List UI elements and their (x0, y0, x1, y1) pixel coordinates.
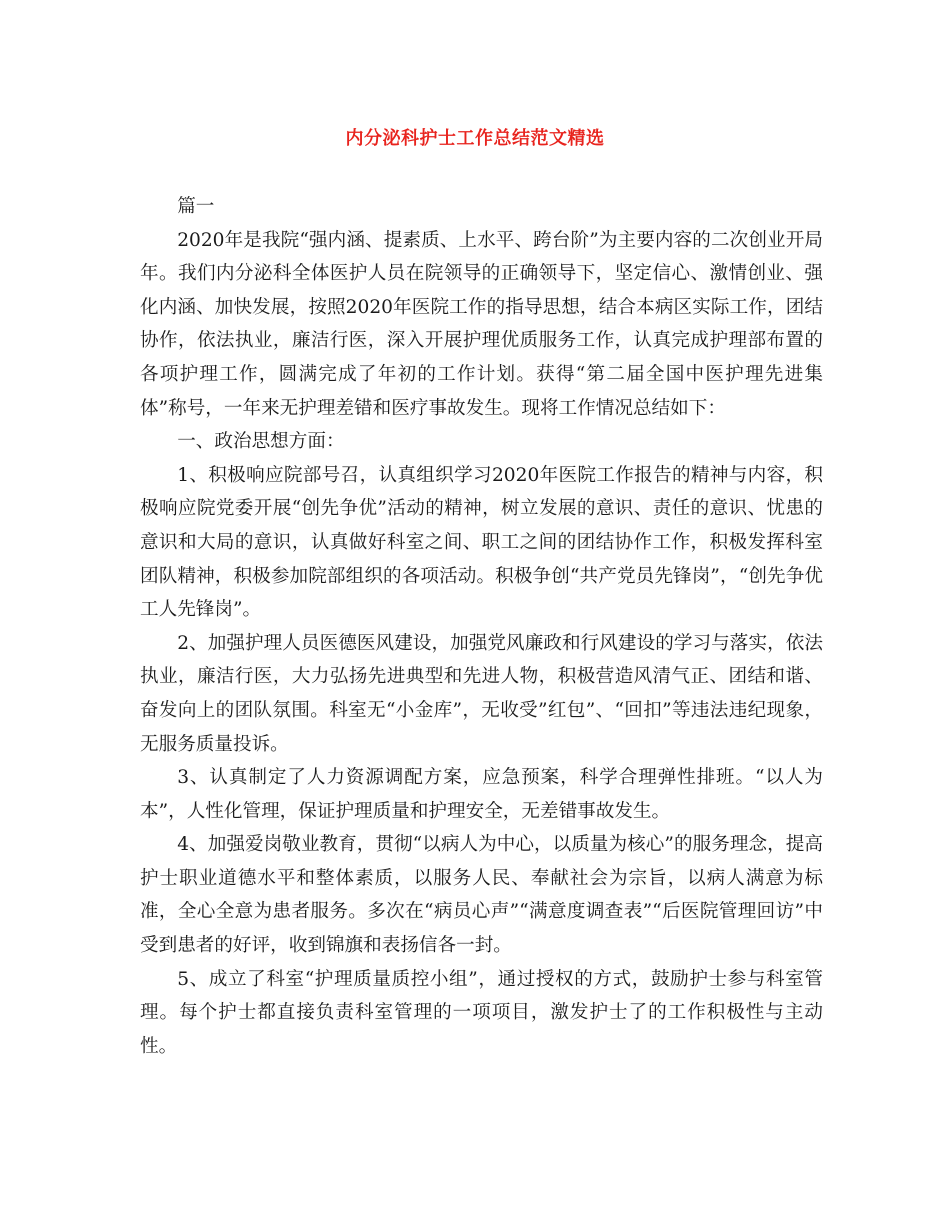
section-heading: 篇一 (177, 196, 215, 217)
document-title: 内分泌科护士工作总结范文精选 (345, 128, 605, 149)
subsection-heading: 一、政治思想方面： (177, 431, 345, 453)
paragraph: 1、积极响应院部号召，认真组织学习2020年医院工作报告的精神与内容，积极响应院党委开展“创先争优”活动的精神，树立发展的意识、责任的意识、忧患的意识和大局的意识，认真做好科室之间、职工之间的团结协作工作，积极发挥科室团队精神，积极参加院部组织的各项活动。积极争创“共产党员先锋岗”，“创先争优工人先锋岗”。 (140, 464, 823, 621)
paragraph: 4、加强爱岗敬业教育，贯彻“以病人为中心，以质量为核心”的服务理念，提高护士职业道德水平和整体素质，以服务人民、奉献社会为宗旨，以病人满意为标准，全心全意为患者服务。多次在“病员心声”“满意度调查表”“后医院管理回访”中受到患者的好评，收到锦旗和表扬信各一封。 (140, 834, 823, 957)
paragraph: 3、认真制定了人力资源调配方案，应急预案，科学合理弹性排班。“以人为本”，人性化管理，保证护理质量和护理安全，无差错事故发生。 (140, 767, 823, 822)
document-body (140, 190, 823, 1063)
paragraph: 2020年是我院“强内涵、提素质、上水平、跨台阶”为主要内容的二次创业开局年。我们内分泌科全体医护人员在院领导的正确领导下，坚定信心、激情创业、强化内涵、加快发展，按照2020年医院工作的指导思想，结合本病区实际工作，团结协作，依法执业，廉洁行医，深入开展护理优质服务工作，认真完成护理部布置的各项护理工作，圆满完成了年初的工作计划。获得“第二届全国中医护理先进集体”称号，一年来无护理差错和医疗事故发生。现将工作情况总结如下： (140, 229, 823, 419)
paragraph: 5、成立了科室“护理质量质控小组”，通过授权的方式，鼓励护士参与科室管理。每个护士都直接负责科室管理的一项项目，激发护士了的工作积极性与主动性。 (140, 968, 823, 1057)
paragraph: 2、加强护理人员医德医风建设，加强党风廉政和行风建设的学习与落实，依法执业，廉洁行医，大力弘扬先进典型和先进人物，积极营造风清气正、团结和谐、奋发向上的团队氛围。科室无“小金库”，无收受”红包”、“回扣”等违法违纪现象，无服务质量投诉。 (140, 632, 823, 755)
